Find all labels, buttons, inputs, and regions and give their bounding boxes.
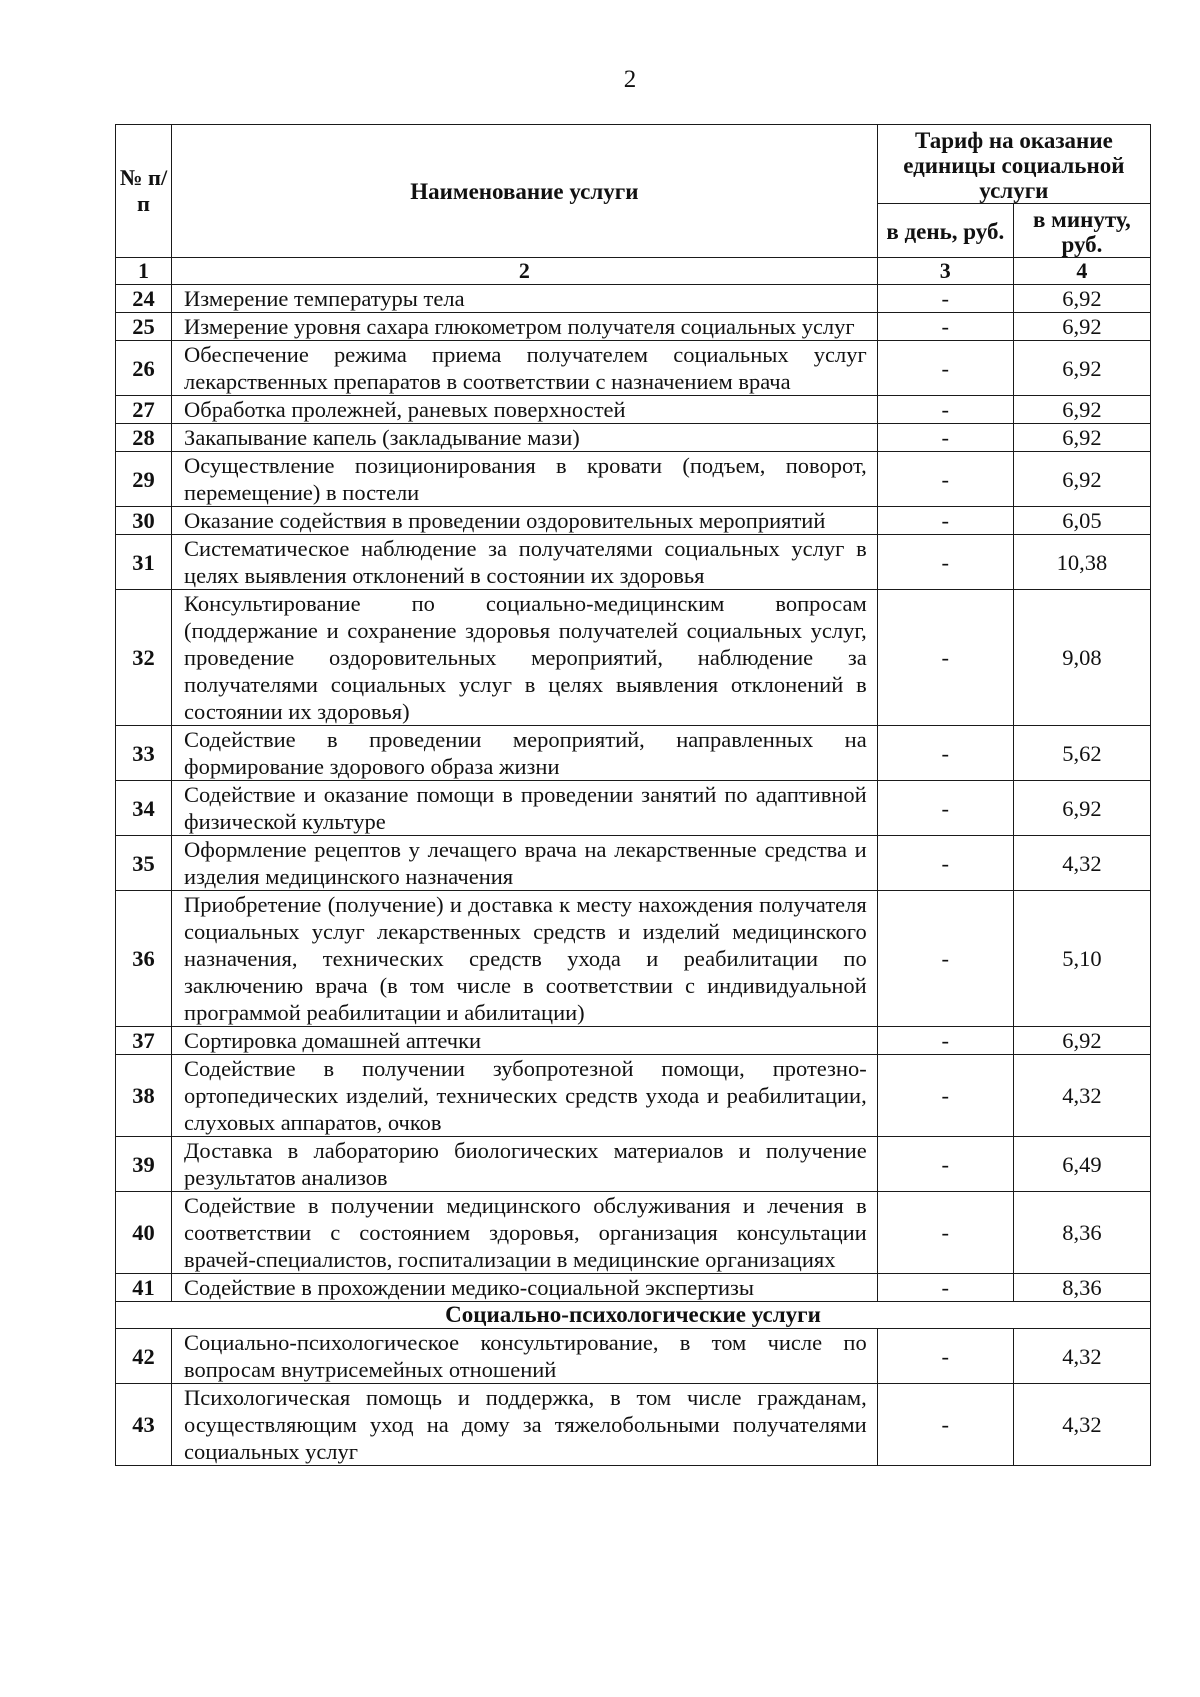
tariff-per-day: - (877, 285, 1013, 313)
table-row (116, 535, 1151, 590)
tariff-per-day: - (877, 1329, 1013, 1384)
row-number: 43 (116, 1384, 172, 1466)
table-row (116, 396, 1151, 424)
tariff-per-minute: 6,05 (1013, 507, 1150, 535)
row-number: 24 (116, 285, 172, 313)
table-row (116, 1274, 1151, 1302)
tariff-per-minute: 5,62 (1013, 726, 1150, 781)
service-name: Обеспечение режима приема получателем социальных услуг лекарственных препаратов в соответствии с назначением врача (172, 341, 878, 396)
header-service-name: Наименование услуги (172, 125, 878, 258)
row-number: 37 (116, 1027, 172, 1055)
column-number-2: 2 (172, 258, 878, 285)
tariff-per-minute: 6,92 (1013, 781, 1150, 836)
tariff-per-minute: 6,92 (1013, 1027, 1150, 1055)
service-name: Содействие в получении медицинского обслуживания и лечения в соответствии с состоянием здоровья, организация консультации врачей-специалистов, госпитализации в медицинские организациях (172, 1192, 878, 1274)
tariff-per-day: - (877, 313, 1013, 341)
table-row (116, 313, 1151, 341)
tariff-per-minute: 6,92 (1013, 424, 1150, 452)
section-header (116, 1302, 1151, 1329)
tariff-per-minute: 6,92 (1013, 285, 1150, 313)
table-row (116, 424, 1151, 452)
table-row (116, 507, 1151, 535)
tariff-per-day: - (877, 507, 1013, 535)
row-number: 25 (116, 313, 172, 341)
service-name: Измерение уровня сахара глюкометром получателя социальных услуг (172, 313, 878, 341)
row-number: 36 (116, 891, 172, 1027)
column-number-4: 4 (1013, 258, 1150, 285)
row-number: 33 (116, 726, 172, 781)
tariff-per-minute: 4,32 (1013, 1384, 1150, 1466)
service-name: Содействие и оказание помощи в проведении занятий по адаптивной физической культуре (172, 781, 878, 836)
service-name: Измерение температуры тела (172, 285, 878, 313)
table-row (116, 1137, 1151, 1192)
service-name: Приобретение (получение) и доставка к месту нахождения получателя социальных услуг лекарственных средств и изделий медицинского назначения, технических средств ухода и реабилитации по заключению врача (в том числе в соответствии с индивидуальной программой реабилитации и абилитации) (172, 891, 878, 1027)
service-name: Систематическое наблюдение за получателями социальных услуг в целях выявления отклонений в состоянии их здоровья (172, 535, 878, 590)
tariff-per-minute: 8,36 (1013, 1274, 1150, 1302)
tariff-per-minute: 9,08 (1013, 590, 1150, 726)
row-number: 41 (116, 1274, 172, 1302)
service-name: Оказание содействия в проведении оздоровительных мероприятий (172, 507, 878, 535)
tariff-per-minute: 6,49 (1013, 1137, 1150, 1192)
row-number: 27 (116, 396, 172, 424)
table-row (116, 285, 1151, 313)
row-number: 28 (116, 424, 172, 452)
tariff-per-day: - (877, 341, 1013, 396)
tariff-per-minute: 8,36 (1013, 1192, 1150, 1274)
section-service-rows (116, 1329, 1151, 1466)
row-number: 31 (116, 535, 172, 590)
service-name: Обработка пролежней, раневых поверхностей (172, 396, 878, 424)
header-per-day: в день, руб. (877, 204, 1013, 258)
tariff-per-minute: 6,92 (1013, 452, 1150, 507)
tariff-per-minute: 6,92 (1013, 313, 1150, 341)
tariff-per-minute: 10,38 (1013, 535, 1150, 590)
table-row (116, 1329, 1151, 1384)
column-number-3: 3 (877, 258, 1013, 285)
table-row (116, 891, 1151, 1027)
column-number-1: 1 (116, 258, 172, 285)
service-name: Закапывание капель (закладывание мази) (172, 424, 878, 452)
service-name: Сортировка домашней аптечки (172, 1027, 878, 1055)
row-number: 38 (116, 1055, 172, 1137)
page-number: 2 (623, 66, 637, 93)
tariff-per-minute: 4,32 (1013, 836, 1150, 891)
tariff-per-day: - (877, 1027, 1013, 1055)
service-name: Осуществление позиционирования в кровати (подъем, поворот, перемещение) в постели (172, 452, 878, 507)
header-tariff: Тариф на оказание единицы социальной услуги (877, 125, 1150, 204)
table-row (116, 1192, 1151, 1274)
row-number: 26 (116, 341, 172, 396)
table-row (116, 452, 1151, 507)
table-row (116, 1055, 1151, 1137)
header-per-minute: в минуту, руб. (1013, 204, 1150, 258)
tariff-per-day: - (877, 1055, 1013, 1137)
tariff-per-day: - (877, 396, 1013, 424)
table-row (116, 341, 1151, 396)
table-row (116, 1384, 1151, 1466)
tariff-per-day: - (877, 836, 1013, 891)
service-rows (116, 285, 1151, 1302)
tariff-per-day: - (877, 424, 1013, 452)
service-name: Консультирование по социально-медицинским вопросам (поддержание и сохранение здоровья получателей социальных услуг, проведение оздоровительных мероприятий, наблюдение за получателями социальных услуг в целях выявления отклонений в состоянии их здоровья) (172, 590, 878, 726)
tariff-per-day: - (877, 1192, 1013, 1274)
tariff-per-day: - (877, 1274, 1013, 1302)
tariff-per-minute: 4,32 (1013, 1329, 1150, 1384)
service-name: Доставка в лабораторию биологических материалов и получение результатов анализов (172, 1137, 878, 1192)
tariff-per-minute: 6,92 (1013, 341, 1150, 396)
row-number: 32 (116, 590, 172, 726)
row-number: 40 (116, 1192, 172, 1274)
tariff-table (115, 124, 1151, 1466)
table-row (116, 726, 1151, 781)
table-row (116, 1027, 1151, 1055)
tariff-per-day: - (877, 590, 1013, 726)
header-number: № п/п (116, 125, 172, 258)
section-title: Социально-психологические услуги (116, 1302, 1151, 1329)
row-number: 30 (116, 507, 172, 535)
service-name: Оформление рецептов у лечащего врача на лекарственные средства и изделия медицинского назначения (172, 836, 878, 891)
row-number: 34 (116, 781, 172, 836)
tariff-per-day: - (877, 891, 1013, 1027)
service-name: Содействие в прохождении медико-социальной экспертизы (172, 1274, 878, 1302)
service-name: Психологическая помощь и поддержка, в том числе гражданам, осуществляющим уход на дому за тяжелобольными получателями социальных услуг (172, 1384, 878, 1466)
tariff-per-day: - (877, 535, 1013, 590)
tariff-per-minute: 4,32 (1013, 1055, 1150, 1137)
service-name: Социально-психологическое консультирование, в том числе по вопросам внутрисемейных отношений (172, 1329, 878, 1384)
tariff-per-day: - (877, 1384, 1013, 1466)
row-number: 29 (116, 452, 172, 507)
row-number: 35 (116, 836, 172, 891)
table-row (116, 836, 1151, 891)
tariff-per-minute: 6,92 (1013, 396, 1150, 424)
table-row (116, 590, 1151, 726)
tariff-per-day: - (877, 452, 1013, 507)
tariff-per-day: - (877, 726, 1013, 781)
table-row (116, 781, 1151, 836)
service-name: Содействие в получении зубопротезной помощи, протезно-ортопедических изделий, технических средств ухода и реабилитации, слуховых аппаратов, очков (172, 1055, 878, 1137)
tariff-per-day: - (877, 781, 1013, 836)
tariff-per-day: - (877, 1137, 1013, 1192)
service-name: Содействие в проведении мероприятий, направленных на формирование здорового образа жизни (172, 726, 878, 781)
row-number: 42 (116, 1329, 172, 1384)
row-number: 39 (116, 1137, 172, 1192)
tariff-per-minute: 5,10 (1013, 891, 1150, 1027)
